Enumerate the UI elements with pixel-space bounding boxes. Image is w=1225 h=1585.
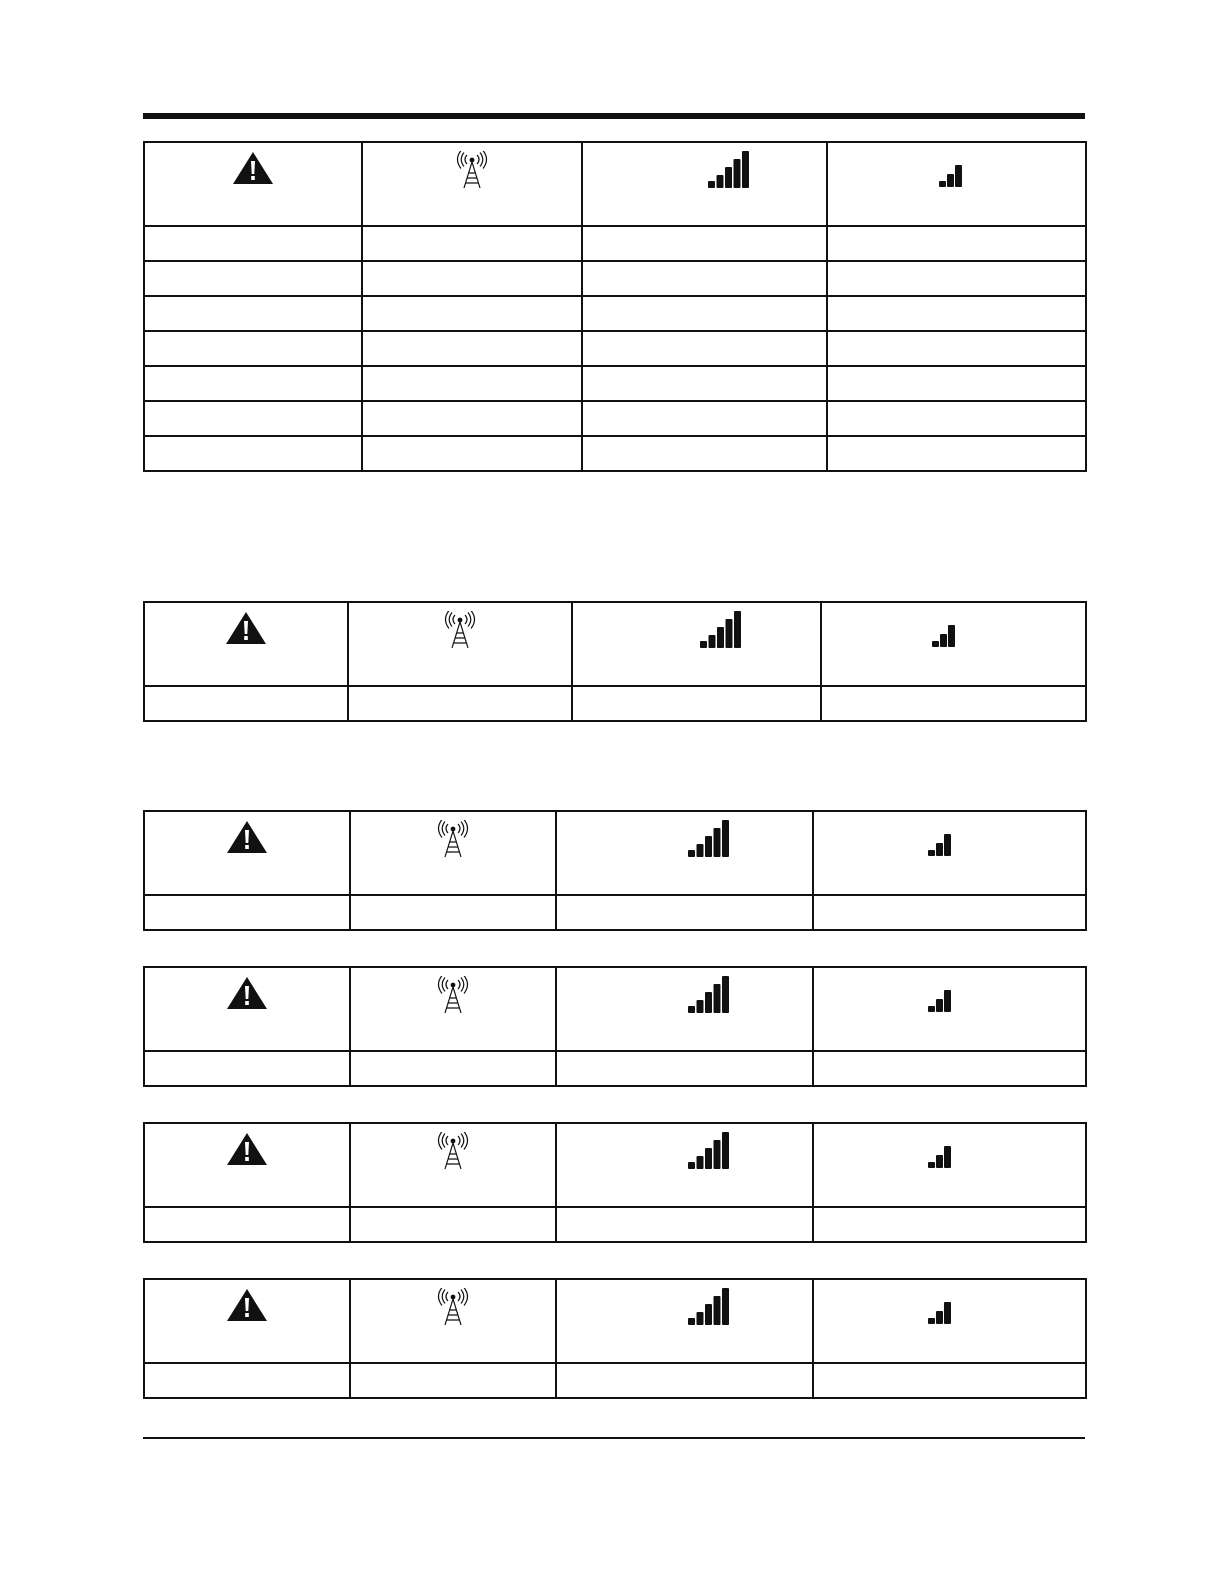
- table-cell: [362, 226, 582, 261]
- table-cell: [582, 261, 827, 296]
- signal-table-1: [143, 141, 1087, 472]
- table-header-row: [144, 967, 1086, 1051]
- strong-signal-cell: [556, 967, 813, 1051]
- warning-icon: [232, 151, 274, 185]
- table-cell: [827, 366, 1086, 401]
- table-cell: [556, 1363, 813, 1398]
- warning-icon: [226, 820, 268, 854]
- tower-cell: [350, 1123, 556, 1207]
- table-row: [144, 226, 1086, 261]
- warning-cell: [144, 811, 350, 895]
- table-row: [144, 331, 1086, 366]
- table-cell: [827, 226, 1086, 261]
- table-cell: [144, 296, 362, 331]
- strong-signal-cell: [556, 811, 813, 895]
- table-cell: [144, 226, 362, 261]
- table-row: [144, 401, 1086, 436]
- strong-signal-cell: [556, 1279, 813, 1363]
- weak-signal-cell: [813, 811, 1086, 895]
- table-cell: [827, 436, 1086, 471]
- weak-signal-cell: [813, 967, 1086, 1051]
- table-cell: [350, 1051, 556, 1086]
- table-cell: [827, 261, 1086, 296]
- table-cell: [362, 296, 582, 331]
- table-cell: [144, 1051, 350, 1086]
- table-row: [144, 366, 1086, 401]
- warning-icon: [226, 1288, 268, 1322]
- warning-cell: [144, 967, 350, 1051]
- table-cell: [144, 261, 362, 296]
- tower-cell: [350, 811, 556, 895]
- table-cell: [813, 1051, 1086, 1086]
- tower-cell: [350, 1279, 556, 1363]
- table-header-row: [144, 811, 1086, 895]
- warning-cell: [144, 142, 362, 226]
- table-cell: [582, 226, 827, 261]
- strong-signal-cell: [582, 142, 827, 226]
- antenna-tower-icon: [456, 151, 488, 189]
- table-cell: [827, 296, 1086, 331]
- tower-cell: [350, 967, 556, 1051]
- weak-signal-cell: [813, 1279, 1086, 1363]
- signal-strength-low-icon: [927, 1145, 952, 1169]
- table-cell: [144, 436, 362, 471]
- antenna-tower-icon: [437, 1132, 469, 1170]
- signal-strength-full-icon: [687, 1288, 729, 1326]
- weak-signal-cell: [827, 142, 1086, 226]
- table-row: [144, 261, 1086, 296]
- table-cell: [582, 401, 827, 436]
- antenna-tower-icon: [437, 1288, 469, 1326]
- table-cell: [144, 1207, 350, 1242]
- table-cell: [144, 401, 362, 436]
- table-cell: [556, 895, 813, 930]
- table-cell: [362, 366, 582, 401]
- table-cell: [582, 436, 827, 471]
- signal-table-2: [143, 601, 1087, 722]
- signal-strength-full-icon: [687, 1132, 729, 1170]
- warning-icon: [226, 976, 268, 1010]
- table-cell: [362, 436, 582, 471]
- table-cell: [813, 1207, 1086, 1242]
- signal-strength-low-icon: [931, 624, 956, 648]
- table-row: [144, 686, 1086, 721]
- tower-cell: [362, 142, 582, 226]
- signal-strength-full-icon: [687, 820, 729, 858]
- signal-strength-full-icon: [699, 611, 741, 649]
- antenna-tower-icon: [437, 820, 469, 858]
- warning-cell: [144, 602, 348, 686]
- table-cell: [348, 686, 572, 721]
- antenna-tower-icon: [444, 611, 476, 649]
- table-row: [144, 436, 1086, 471]
- table-cell: [813, 1363, 1086, 1398]
- signal-strength-low-icon: [938, 164, 963, 188]
- table-cell: [362, 261, 582, 296]
- weak-signal-cell: [821, 602, 1086, 686]
- signal-table-3: [143, 810, 1087, 931]
- table-cell: [556, 1207, 813, 1242]
- table-header-row: [144, 142, 1086, 226]
- table-row: [144, 1207, 1086, 1242]
- table-cell: [821, 686, 1086, 721]
- signal-strength-full-icon: [707, 151, 749, 189]
- antenna-tower-icon: [437, 976, 469, 1014]
- table-row: [144, 1363, 1086, 1398]
- table-cell: [144, 366, 362, 401]
- warning-cell: [144, 1123, 350, 1207]
- strong-signal-cell: [572, 602, 821, 686]
- strong-signal-cell: [556, 1123, 813, 1207]
- signal-table-4: [143, 966, 1087, 1087]
- table-cell: [362, 401, 582, 436]
- table-cell: [350, 1363, 556, 1398]
- table-cell: [144, 895, 350, 930]
- footer-rule: [143, 1437, 1085, 1439]
- table-cell: [572, 686, 821, 721]
- table-row: [144, 895, 1086, 930]
- warning-icon: [225, 611, 267, 645]
- table-cell: [350, 1207, 556, 1242]
- signal-table-5: [143, 1122, 1087, 1243]
- table-header-row: [144, 1279, 1086, 1363]
- warning-cell: [144, 1279, 350, 1363]
- table-cell: [813, 895, 1086, 930]
- table-cell: [350, 895, 556, 930]
- table-cell: [582, 331, 827, 366]
- weak-signal-cell: [813, 1123, 1086, 1207]
- table-cell: [582, 296, 827, 331]
- table-row: [144, 296, 1086, 331]
- signal-table-6: [143, 1278, 1087, 1399]
- table-cell: [144, 331, 362, 366]
- signal-strength-low-icon: [927, 1301, 952, 1325]
- table-cell: [144, 686, 348, 721]
- signal-strength-full-icon: [687, 976, 729, 1014]
- table-row: [144, 1051, 1086, 1086]
- header-rule: [143, 113, 1085, 119]
- table-cell: [582, 366, 827, 401]
- warning-icon: [226, 1132, 268, 1166]
- signal-strength-low-icon: [927, 833, 952, 857]
- table-cell: [144, 1363, 350, 1398]
- table-cell: [362, 331, 582, 366]
- tower-cell: [348, 602, 572, 686]
- table-cell: [827, 401, 1086, 436]
- signal-strength-low-icon: [927, 989, 952, 1013]
- table-cell: [556, 1051, 813, 1086]
- table-header-row: [144, 1123, 1086, 1207]
- table-cell: [827, 331, 1086, 366]
- table-header-row: [144, 602, 1086, 686]
